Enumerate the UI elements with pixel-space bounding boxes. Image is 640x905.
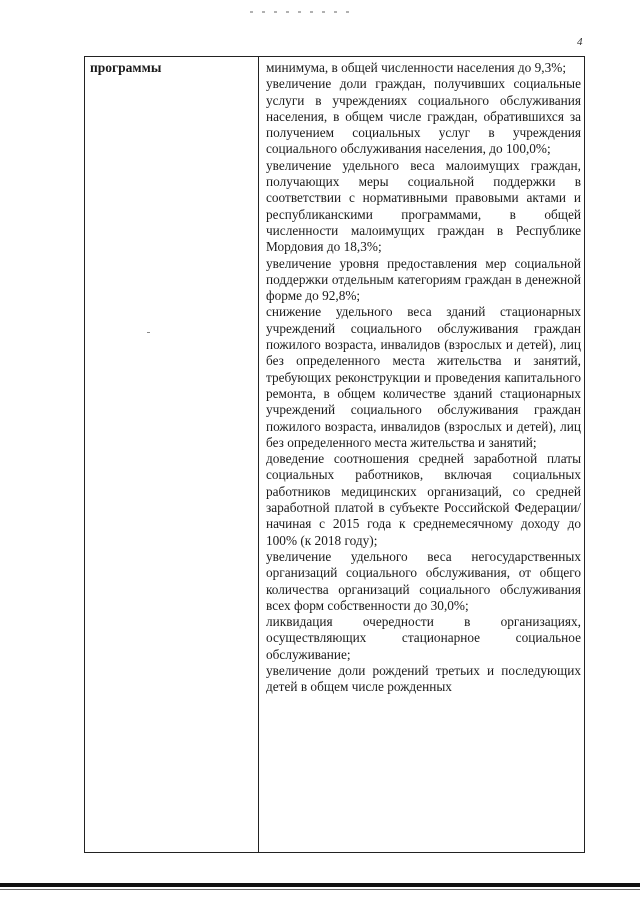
indicator-paragraph: увеличение доли граждан, получивших социальные услуги в учреждениях социального обслуживания населения, в общем числе граждан, обратившихся за получением социальных услуг в учреждения социального обслуживания населения, до 100,0%; [266, 76, 581, 157]
indicator-paragraph: ликвидация очередности в организациях, осуществляющих стационарное социальное обслуживание; [266, 614, 581, 662]
scan-bottom-edge [0, 883, 640, 887]
program-table [84, 56, 585, 853]
indicator-paragraph: увеличение удельного веса малоимущих граждан, получающих меры социальной поддержки в соответствии с нормативными правовыми актами и республиканскими программами, в общей численности малоимущих граждан в Республике Мордовия до 18,3%; [266, 157, 581, 255]
indicator-paragraph: снижение удельного веса зданий стационарных учреждений социального обслуживания граждан пожилого возраста, инвалидов (взрослых и детей), лиц без определенного места жительства и занятий, требующих реконструкции и проведения капитального ремонта, в общем количестве зданий стационарных учреждений социального обслуживания граждан пожилого возраста, инвалидов (взрослых и детей), лиц без определенного места жительства и занятий; [266, 304, 581, 450]
indicator-paragraph: увеличение удельного веса негосударственных организаций социального обслуживания, от общего количества организаций социального обслуживания всех форм собственности до 30,0%; [266, 548, 581, 613]
table-label-column [85, 57, 259, 852]
row-label: программы [90, 60, 162, 75]
indicator-paragraph: доведение соотношения средней заработной платы социальных работников, включая социальных работников медицинских организаций, со средней заработной платой в субъекте Российской Федерации/начиная с 2015 года к среднемесячному доходу до 100% (к 2018 году); [266, 451, 581, 548]
scan-bottom-edge-thin [0, 889, 640, 890]
indicator-paragraph: увеличение уровня предоставления мер социальной поддержки отдельным категориям граждан в денежной форме до 92,8%; [266, 255, 581, 304]
page-number: 4 [577, 36, 583, 48]
table-content-column [259, 57, 584, 852]
scan-artifact [250, 6, 380, 18]
indicator-paragraph: минимума, в общей численности населения до 9,3%; [266, 60, 567, 75]
indicator-paragraph: увеличение доли рождений третьих и последующих детей в общем числе рожденных [266, 662, 581, 695]
